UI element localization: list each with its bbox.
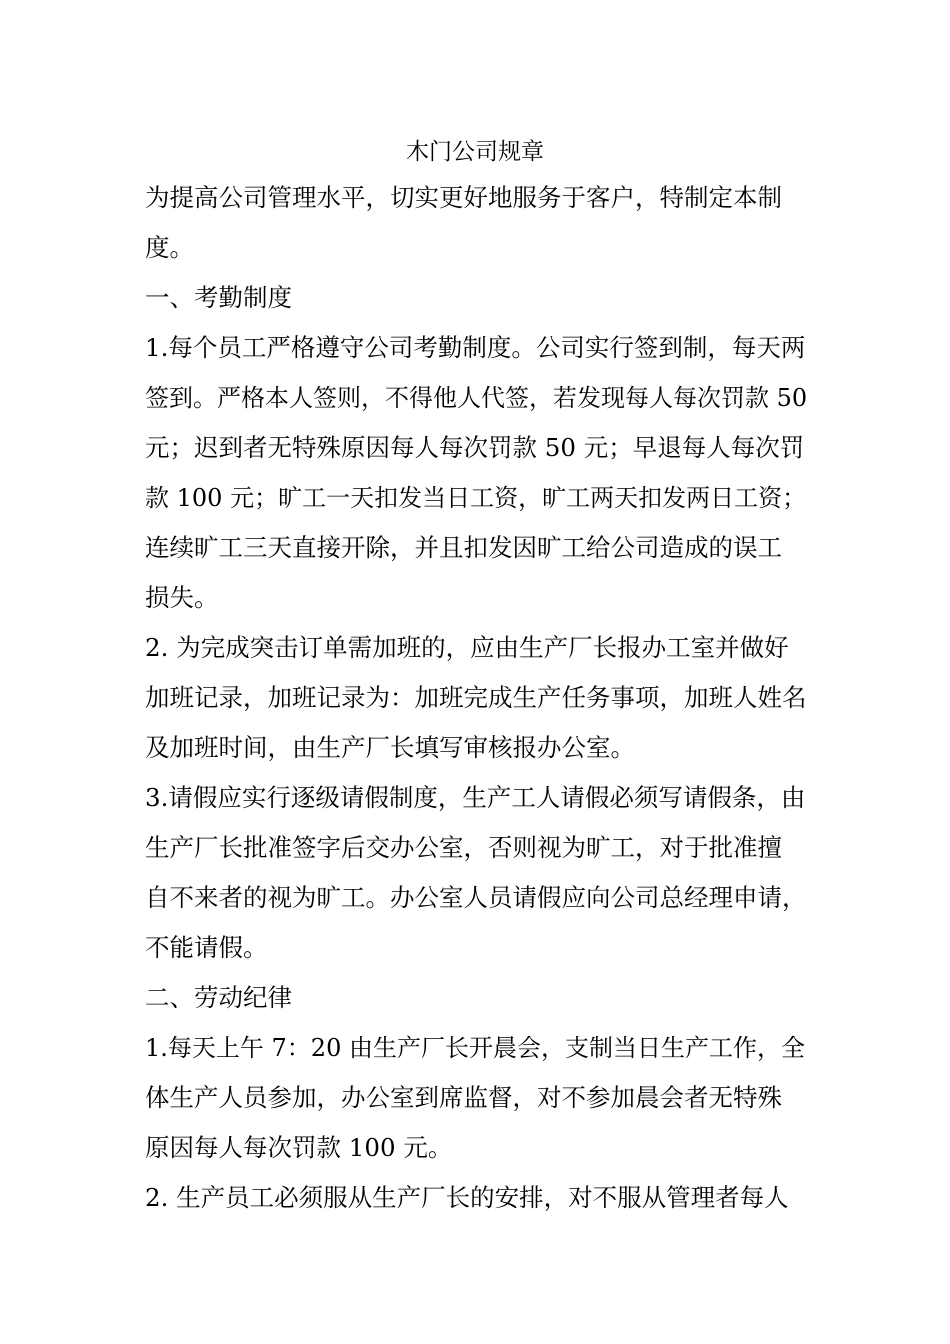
text-line: 连续旷工三天直接开除，并且扣发因旷工给公司造成的误工 bbox=[145, 533, 782, 562]
text-line: 款 100 元；旷工一天扣发当日工资，旷工两天扣发两日工资； bbox=[145, 484, 807, 512]
text-line: 2. 为完成突击订单需加班的，应由生产厂长报办工室并做好 bbox=[145, 633, 789, 662]
document-title: 木门公司规章 bbox=[406, 139, 544, 165]
text-line: 原因每人每次罚款 100 元。 bbox=[145, 1133, 453, 1162]
text-line: 2. 生产员工必须服从生产厂长的安排，对不服从管理者每人 bbox=[145, 1183, 789, 1212]
text-line: 元；迟到者无特殊原因每人每次罚款 50 元；早退每人每次罚 bbox=[145, 433, 805, 462]
text-line: 度。 bbox=[145, 233, 194, 262]
text-line: 及加班时间，由生产厂长填写审核报办公室。 bbox=[145, 733, 635, 762]
text-line: 签到。严格本人签则，不得他人代签，若发现每人每次罚款 50 bbox=[145, 384, 808, 412]
text-line: 生产厂长批准签字后交办公室，否则视为旷工，对于批准擅 bbox=[145, 833, 782, 862]
text-line: 损失。 bbox=[145, 583, 219, 612]
text-line: 体生产人员参加，办公室到席监督，对不参加晨会者无特殊 bbox=[145, 1083, 782, 1112]
text-line: 不能请假。 bbox=[145, 933, 268, 962]
text-line: 3.请假应实行逐级请假制度，生产工人请假必须写请假条，由 bbox=[145, 783, 806, 812]
section-heading: 二、劳动纪律 bbox=[145, 983, 292, 1012]
text-line: 1.每天上午 7：20 由生产厂长开晨会，支制当日生产工作，全 bbox=[145, 1034, 805, 1062]
text-line: 加班记录，加班记录为：加班完成生产任务事项，加班人姓名 bbox=[145, 683, 807, 712]
section-heading: 一、考勤制度 bbox=[145, 283, 292, 312]
text-line: 1.每个员工严格遵守公司考勤制度。公司实行签到制，每天两 bbox=[145, 333, 806, 362]
text-line: 为提高公司管理水平，切实更好地服务于客户，特制定本制 bbox=[145, 183, 782, 212]
text-line: 自不来者的视为旷工。办公室人员请假应向公司总经理申请， bbox=[145, 883, 807, 912]
